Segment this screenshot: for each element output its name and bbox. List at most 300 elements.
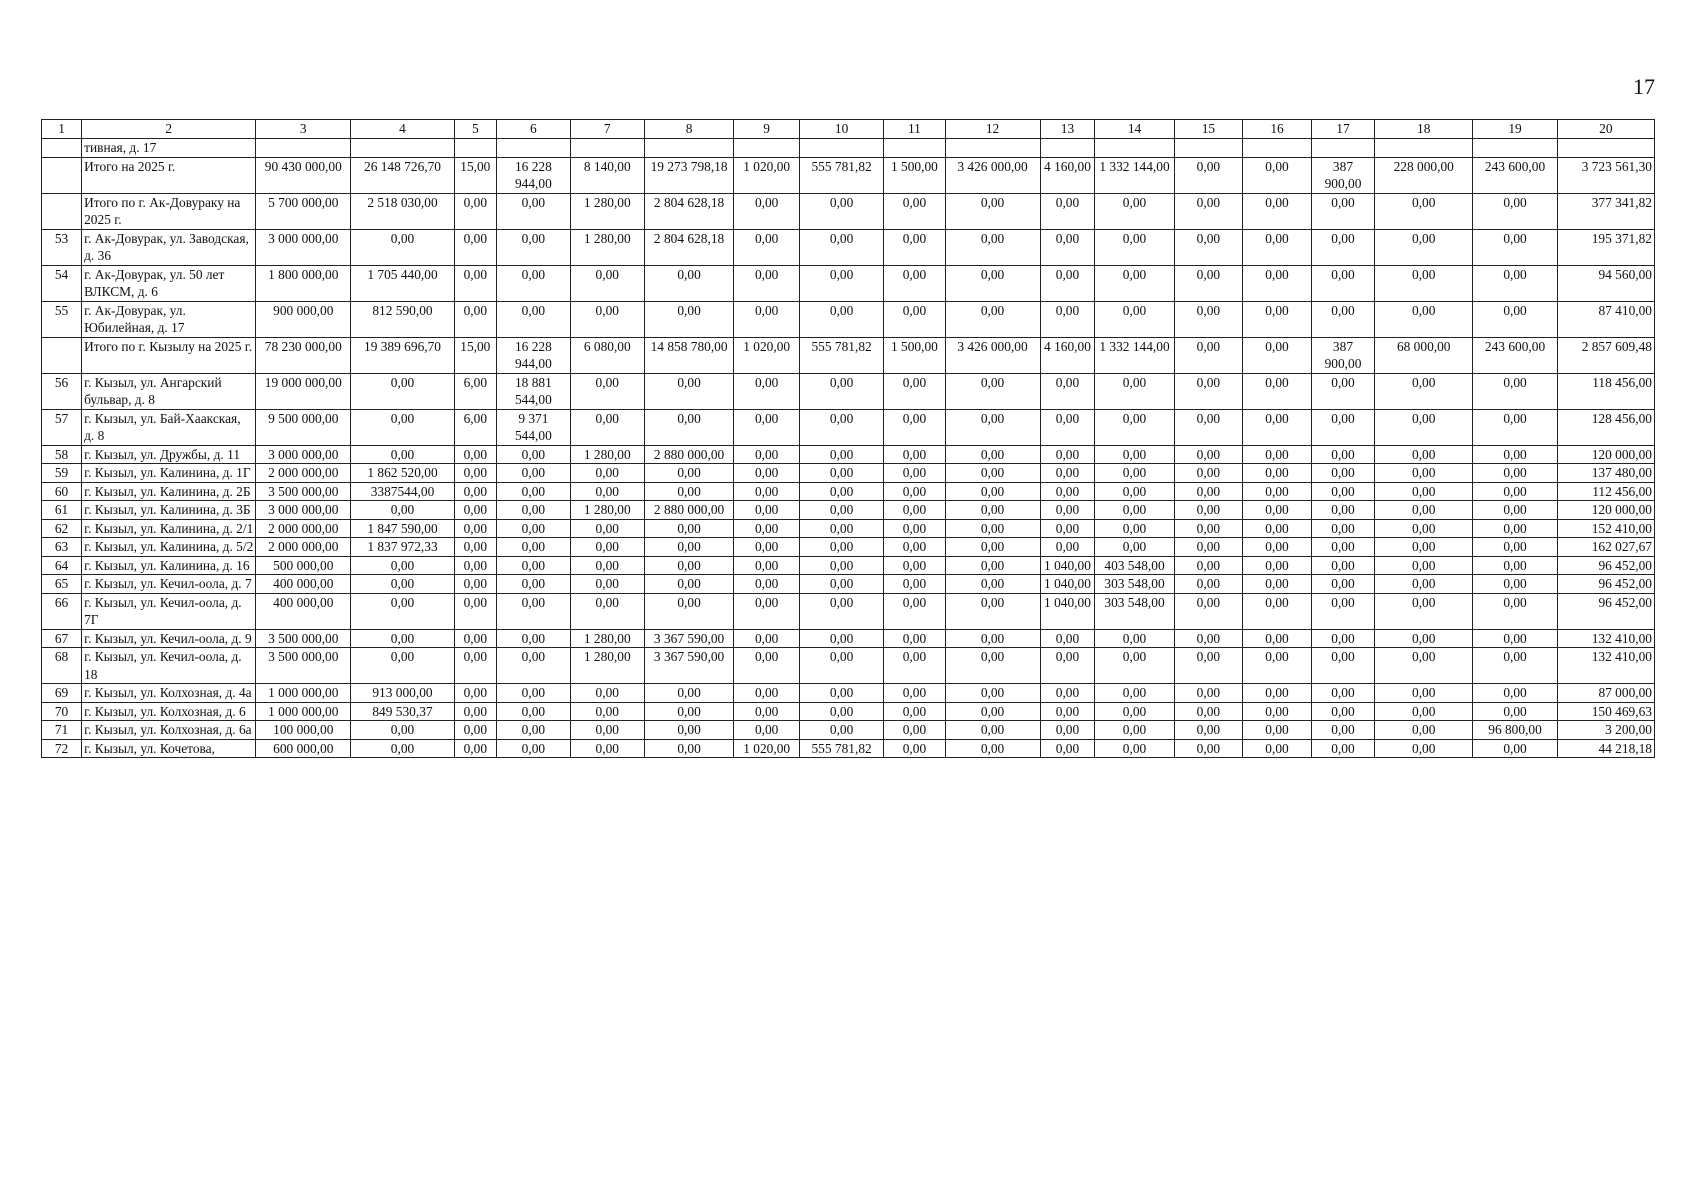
value-cell: 1 040,00 bbox=[1040, 575, 1095, 594]
value-cell: 87 410,00 bbox=[1557, 301, 1654, 337]
value-cell: 0,00 bbox=[945, 721, 1040, 740]
value-cell: 0,00 bbox=[1311, 229, 1374, 265]
value-cell: 0,00 bbox=[351, 501, 454, 520]
value-cell: 1 040,00 bbox=[1040, 593, 1095, 629]
value-cell: 9 500 000,00 bbox=[256, 409, 351, 445]
value-cell: 0,00 bbox=[1243, 337, 1312, 373]
value-cell: 0,00 bbox=[799, 482, 883, 501]
table-row bbox=[42, 538, 1655, 557]
value-cell: 0,00 bbox=[1243, 519, 1312, 538]
value-cell: 303 548,00 bbox=[1095, 575, 1174, 594]
value-cell: 0,00 bbox=[1174, 337, 1243, 373]
column-number-cell: 18 bbox=[1375, 120, 1473, 139]
row-number-cell: 60 bbox=[42, 482, 82, 501]
value-cell: 0,00 bbox=[734, 445, 799, 464]
value-cell: 0,00 bbox=[945, 519, 1040, 538]
value-cell: 0,00 bbox=[799, 519, 883, 538]
value-cell: 0,00 bbox=[496, 721, 570, 740]
value-cell: 1 847 590,00 bbox=[351, 519, 454, 538]
value-cell: 0,00 bbox=[1473, 575, 1557, 594]
value-cell: 0,00 bbox=[1174, 265, 1243, 301]
value-cell: 0,00 bbox=[1473, 593, 1557, 629]
value-cell: 1 020,00 bbox=[734, 337, 799, 373]
value-cell: 0,00 bbox=[1473, 739, 1557, 758]
value-cell: 0,00 bbox=[799, 684, 883, 703]
value-cell: 152 410,00 bbox=[1557, 519, 1654, 538]
value-cell: 387 900,00 bbox=[1311, 337, 1374, 373]
value-cell: 0,00 bbox=[884, 445, 945, 464]
value-cell: 0,00 bbox=[1375, 575, 1473, 594]
value-cell: 0,00 bbox=[1174, 229, 1243, 265]
value-cell: 0,00 bbox=[1095, 501, 1174, 520]
value-cell: 0,00 bbox=[351, 575, 454, 594]
value-cell: 0,00 bbox=[1095, 629, 1174, 648]
value-cell: 0,00 bbox=[1243, 301, 1312, 337]
address-cell: г. Кызыл, ул. Бай-Хаакская, д. 8 bbox=[82, 409, 256, 445]
value-cell: 0,00 bbox=[1174, 629, 1243, 648]
value-cell: 403 548,00 bbox=[1095, 556, 1174, 575]
column-number-cell: 17 bbox=[1311, 120, 1374, 139]
value-cell: 0,00 bbox=[454, 575, 496, 594]
value-cell: 0,00 bbox=[799, 409, 883, 445]
value-cell: 2 804 628,18 bbox=[644, 229, 734, 265]
address-cell: г. Кызыл, ул. Колхозная, д. 6 bbox=[82, 702, 256, 721]
value-cell: 0,00 bbox=[496, 538, 570, 557]
value-cell: 0,00 bbox=[734, 702, 799, 721]
table-row bbox=[42, 301, 1655, 337]
value-cell: 96 800,00 bbox=[1473, 721, 1557, 740]
value-cell: 162 027,67 bbox=[1557, 538, 1654, 557]
value-cell: 0,00 bbox=[644, 265, 734, 301]
row-number-cell: 67 bbox=[42, 629, 82, 648]
value-cell: 228 000,00 bbox=[1375, 157, 1473, 193]
value-cell: 19 000 000,00 bbox=[256, 373, 351, 409]
value-cell: 0,00 bbox=[1473, 373, 1557, 409]
value-cell: 0,00 bbox=[1243, 373, 1312, 409]
value-cell: 0,00 bbox=[644, 575, 734, 594]
value-cell: 0,00 bbox=[1375, 193, 1473, 229]
address-cell: Итого по г. Кызылу на 2025 г. bbox=[82, 337, 256, 373]
value-cell: 0,00 bbox=[734, 373, 799, 409]
value-cell: 0,00 bbox=[1243, 538, 1312, 557]
row-number-cell: 58 bbox=[42, 445, 82, 464]
value-cell: 112 456,00 bbox=[1557, 482, 1654, 501]
value-cell: 0,00 bbox=[454, 538, 496, 557]
value-cell: 0,00 bbox=[1473, 538, 1557, 557]
value-cell: 0,00 bbox=[454, 265, 496, 301]
value-cell: 0,00 bbox=[1174, 519, 1243, 538]
value-cell: 0,00 bbox=[454, 501, 496, 520]
value-cell: 0,00 bbox=[1174, 593, 1243, 629]
value-cell: 0,00 bbox=[1311, 702, 1374, 721]
table-row bbox=[42, 629, 1655, 648]
value-cell: 0,00 bbox=[1243, 721, 1312, 740]
value-cell: 0,00 bbox=[1095, 373, 1174, 409]
row-number-cell: 64 bbox=[42, 556, 82, 575]
value-cell: 0,00 bbox=[1174, 702, 1243, 721]
value-cell: 0,00 bbox=[644, 702, 734, 721]
value-cell: 0,00 bbox=[1040, 538, 1095, 557]
value-cell: 0,00 bbox=[496, 648, 570, 684]
value-cell: 0,00 bbox=[884, 739, 945, 758]
value-cell: 0,00 bbox=[799, 538, 883, 557]
value-cell: 0,00 bbox=[1040, 373, 1095, 409]
value-cell bbox=[256, 139, 351, 158]
value-cell: 0,00 bbox=[644, 373, 734, 409]
address-cell: г. Кызыл, ул. Кечил-оола, д. 7Г bbox=[82, 593, 256, 629]
value-cell: 0,00 bbox=[1243, 648, 1312, 684]
value-cell: 0,00 bbox=[945, 193, 1040, 229]
value-cell: 0,00 bbox=[734, 482, 799, 501]
address-cell: г. Кызыл, ул. Калинина, д. 2Б bbox=[82, 482, 256, 501]
value-cell: 0,00 bbox=[1473, 702, 1557, 721]
value-cell: 0,00 bbox=[945, 593, 1040, 629]
value-cell: 0,00 bbox=[570, 556, 644, 575]
value-cell: 243 600,00 bbox=[1473, 337, 1557, 373]
address-cell: г. Кызыл, ул. Калинина, д. 16 bbox=[82, 556, 256, 575]
row-number-cell bbox=[42, 139, 82, 158]
value-cell: 0,00 bbox=[1473, 482, 1557, 501]
row-number-cell: 66 bbox=[42, 593, 82, 629]
value-cell: 0,00 bbox=[1095, 721, 1174, 740]
value-cell: 0,00 bbox=[644, 519, 734, 538]
value-cell: 377 341,82 bbox=[1557, 193, 1654, 229]
value-cell: 0,00 bbox=[1040, 229, 1095, 265]
value-cell: 0,00 bbox=[1040, 519, 1095, 538]
value-cell: 0,00 bbox=[1095, 265, 1174, 301]
value-cell: 0,00 bbox=[1375, 373, 1473, 409]
value-cell: 0,00 bbox=[1473, 501, 1557, 520]
value-cell: 500 000,00 bbox=[256, 556, 351, 575]
value-cell: 0,00 bbox=[734, 593, 799, 629]
value-cell: 118 456,00 bbox=[1557, 373, 1654, 409]
value-cell: 6 080,00 bbox=[570, 337, 644, 373]
value-cell: 0,00 bbox=[1174, 556, 1243, 575]
value-cell: 120 000,00 bbox=[1557, 445, 1654, 464]
value-cell: 0,00 bbox=[734, 265, 799, 301]
value-cell: 0,00 bbox=[1040, 409, 1095, 445]
column-number-cell: 16 bbox=[1243, 120, 1312, 139]
value-cell: 0,00 bbox=[570, 721, 644, 740]
value-cell: 0,00 bbox=[454, 739, 496, 758]
row-number-cell: 53 bbox=[42, 229, 82, 265]
address-cell: г. Кызыл, ул. Колхозная, д. 4а bbox=[82, 684, 256, 703]
value-cell: 0,00 bbox=[1311, 739, 1374, 758]
value-cell: 0,00 bbox=[884, 702, 945, 721]
value-cell: 0,00 bbox=[1375, 702, 1473, 721]
value-cell: 0,00 bbox=[734, 501, 799, 520]
value-cell: 0,00 bbox=[1473, 556, 1557, 575]
value-cell: 3 426 000,00 bbox=[945, 337, 1040, 373]
value-cell: 2 880 000,00 bbox=[644, 445, 734, 464]
value-cell: 0,00 bbox=[1473, 265, 1557, 301]
row-number-cell: 63 bbox=[42, 538, 82, 557]
value-cell: 3 500 000,00 bbox=[256, 629, 351, 648]
value-cell: 0,00 bbox=[454, 593, 496, 629]
value-cell: 0,00 bbox=[1174, 538, 1243, 557]
value-cell: 0,00 bbox=[351, 629, 454, 648]
value-cell: 0,00 bbox=[1243, 409, 1312, 445]
value-cell bbox=[799, 139, 883, 158]
value-cell: 0,00 bbox=[1095, 229, 1174, 265]
value-cell: 1 500,00 bbox=[884, 337, 945, 373]
value-cell bbox=[454, 139, 496, 158]
value-cell: 0,00 bbox=[799, 301, 883, 337]
table-row bbox=[42, 482, 1655, 501]
column-number-cell: 15 bbox=[1174, 120, 1243, 139]
value-cell: 2 880 000,00 bbox=[644, 501, 734, 520]
value-cell: 0,00 bbox=[454, 684, 496, 703]
value-cell: 0,00 bbox=[644, 482, 734, 501]
column-number-cell: 5 bbox=[454, 120, 496, 139]
value-cell: 0,00 bbox=[1040, 702, 1095, 721]
value-cell: 0,00 bbox=[496, 702, 570, 721]
address-cell: г. Кызыл, ул. Калинина, д. 2/1 bbox=[82, 519, 256, 538]
value-cell: 0,00 bbox=[1040, 721, 1095, 740]
value-cell: 0,00 bbox=[884, 265, 945, 301]
value-cell: 0,00 bbox=[799, 721, 883, 740]
value-cell: 0,00 bbox=[734, 193, 799, 229]
value-cell: 0,00 bbox=[884, 648, 945, 684]
value-cell: 0,00 bbox=[1040, 648, 1095, 684]
value-cell: 0,00 bbox=[1040, 445, 1095, 464]
value-cell: 0,00 bbox=[884, 556, 945, 575]
row-number-cell bbox=[42, 193, 82, 229]
value-cell: 0,00 bbox=[1473, 445, 1557, 464]
value-cell: 0,00 bbox=[570, 575, 644, 594]
value-cell: 0,00 bbox=[454, 556, 496, 575]
value-cell: 0,00 bbox=[799, 501, 883, 520]
address-cell: г. Кызыл, ул. Калинина, д. 3Б bbox=[82, 501, 256, 520]
value-cell: 0,00 bbox=[1473, 193, 1557, 229]
value-cell: 0,00 bbox=[799, 265, 883, 301]
value-cell: 0,00 bbox=[945, 373, 1040, 409]
value-cell: 0,00 bbox=[945, 739, 1040, 758]
value-cell: 0,00 bbox=[496, 684, 570, 703]
value-cell: 0,00 bbox=[1243, 556, 1312, 575]
value-cell: 0,00 bbox=[1095, 193, 1174, 229]
value-cell: 0,00 bbox=[454, 301, 496, 337]
value-cell: 0,00 bbox=[799, 648, 883, 684]
value-cell: 0,00 bbox=[945, 556, 1040, 575]
value-cell: 0,00 bbox=[644, 556, 734, 575]
address-cell: г. Кызыл, ул. Кочетова, bbox=[82, 739, 256, 758]
value-cell: 0,00 bbox=[1311, 684, 1374, 703]
value-cell: 3 723 561,30 bbox=[1557, 157, 1654, 193]
value-cell bbox=[1174, 139, 1243, 158]
row-number-cell: 61 bbox=[42, 501, 82, 520]
column-number-cell: 7 bbox=[570, 120, 644, 139]
row-number-cell: 54 bbox=[42, 265, 82, 301]
value-cell: 0,00 bbox=[1375, 648, 1473, 684]
value-cell: 0,00 bbox=[1174, 193, 1243, 229]
column-number-cell: 4 bbox=[351, 120, 454, 139]
address-cell: Итого на 2025 г. bbox=[82, 157, 256, 193]
value-cell: 0,00 bbox=[1375, 629, 1473, 648]
value-cell: 0,00 bbox=[496, 229, 570, 265]
value-cell: 0,00 bbox=[799, 593, 883, 629]
row-number-cell bbox=[42, 337, 82, 373]
address-cell: г. Кызыл, ул. Калинина, д. 5/2 bbox=[82, 538, 256, 557]
value-cell: 0,00 bbox=[454, 445, 496, 464]
value-cell: 400 000,00 bbox=[256, 593, 351, 629]
value-cell: 0,00 bbox=[454, 482, 496, 501]
value-cell: 0,00 bbox=[570, 739, 644, 758]
value-cell: 0,00 bbox=[1311, 575, 1374, 594]
value-cell: 0,00 bbox=[351, 648, 454, 684]
value-cell: 0,00 bbox=[570, 464, 644, 483]
value-cell: 0,00 bbox=[734, 464, 799, 483]
value-cell: 0,00 bbox=[1311, 373, 1374, 409]
value-cell: 0,00 bbox=[1174, 301, 1243, 337]
value-cell: 0,00 bbox=[1375, 556, 1473, 575]
value-cell: 0,00 bbox=[734, 575, 799, 594]
value-cell: 2 518 030,00 bbox=[351, 193, 454, 229]
value-cell bbox=[1243, 139, 1312, 158]
value-cell: 0,00 bbox=[644, 593, 734, 629]
value-cell: 0,00 bbox=[1040, 464, 1095, 483]
value-cell: 3 000 000,00 bbox=[256, 445, 351, 464]
value-cell: 0,00 bbox=[1095, 648, 1174, 684]
value-cell: 0,00 bbox=[1311, 464, 1374, 483]
value-cell: 0,00 bbox=[1473, 464, 1557, 483]
row-number-cell: 71 bbox=[42, 721, 82, 740]
value-cell: 0,00 bbox=[799, 193, 883, 229]
value-cell bbox=[945, 139, 1040, 158]
value-cell: 0,00 bbox=[1311, 519, 1374, 538]
column-number-cell: 10 bbox=[799, 120, 883, 139]
value-cell bbox=[644, 139, 734, 158]
value-cell: 0,00 bbox=[1174, 157, 1243, 193]
value-cell: 0,00 bbox=[1040, 684, 1095, 703]
value-cell: 44 218,18 bbox=[1557, 739, 1654, 758]
value-cell: 0,00 bbox=[799, 556, 883, 575]
value-cell: 0,00 bbox=[454, 702, 496, 721]
value-cell: 0,00 bbox=[1311, 556, 1374, 575]
column-number-cell: 13 bbox=[1040, 120, 1095, 139]
table-row bbox=[42, 464, 1655, 483]
value-cell: 0,00 bbox=[1375, 519, 1473, 538]
value-cell: 0,00 bbox=[884, 538, 945, 557]
value-cell: 0,00 bbox=[1375, 684, 1473, 703]
table-row bbox=[42, 409, 1655, 445]
value-cell: 0,00 bbox=[734, 519, 799, 538]
value-cell: 0,00 bbox=[945, 648, 1040, 684]
value-cell: 3 367 590,00 bbox=[644, 648, 734, 684]
value-cell: 0,00 bbox=[644, 409, 734, 445]
value-cell: 0,00 bbox=[1095, 445, 1174, 464]
table-row bbox=[42, 501, 1655, 520]
value-cell: 0,00 bbox=[1095, 464, 1174, 483]
value-cell: 0,00 bbox=[799, 702, 883, 721]
value-cell: 0,00 bbox=[1040, 193, 1095, 229]
value-cell: 1 862 520,00 bbox=[351, 464, 454, 483]
row-number-cell: 68 bbox=[42, 648, 82, 684]
value-cell: 0,00 bbox=[884, 193, 945, 229]
table-row bbox=[42, 684, 1655, 703]
value-cell: 3387544,00 bbox=[351, 482, 454, 501]
value-cell: 120 000,00 bbox=[1557, 501, 1654, 520]
value-cell: 0,00 bbox=[884, 593, 945, 629]
address-cell: г. Ак-Довурак, ул. 50 лет ВЛКСМ, д. 6 bbox=[82, 265, 256, 301]
value-cell: 96 452,00 bbox=[1557, 556, 1654, 575]
value-cell: 0,00 bbox=[1473, 409, 1557, 445]
value-cell bbox=[1375, 139, 1473, 158]
value-cell: 0,00 bbox=[945, 575, 1040, 594]
value-cell: 555 781,82 bbox=[799, 337, 883, 373]
value-cell: 0,00 bbox=[496, 482, 570, 501]
value-cell: 0,00 bbox=[1311, 193, 1374, 229]
value-cell: 0,00 bbox=[1243, 464, 1312, 483]
value-cell: 0,00 bbox=[945, 538, 1040, 557]
value-cell: 0,00 bbox=[1095, 519, 1174, 538]
value-cell: 600 000,00 bbox=[256, 739, 351, 758]
value-cell: 1 020,00 bbox=[734, 157, 799, 193]
value-cell: 0,00 bbox=[945, 702, 1040, 721]
value-cell: 0,00 bbox=[734, 409, 799, 445]
value-cell: 0,00 bbox=[1311, 629, 1374, 648]
value-cell: 1 000 000,00 bbox=[256, 684, 351, 703]
column-number-cell: 14 bbox=[1095, 120, 1174, 139]
value-cell: 0,00 bbox=[884, 373, 945, 409]
value-cell: 15,00 bbox=[454, 337, 496, 373]
column-number-cell: 6 bbox=[496, 120, 570, 139]
value-cell: 0,00 bbox=[1311, 501, 1374, 520]
value-cell: 3 367 590,00 bbox=[644, 629, 734, 648]
value-cell: 0,00 bbox=[454, 721, 496, 740]
value-cell: 0,00 bbox=[496, 301, 570, 337]
value-cell: 0,00 bbox=[1040, 301, 1095, 337]
value-cell: 0,00 bbox=[1174, 445, 1243, 464]
value-cell: 303 548,00 bbox=[1095, 593, 1174, 629]
value-cell: 0,00 bbox=[1311, 721, 1374, 740]
value-cell bbox=[496, 139, 570, 158]
value-cell: 243 600,00 bbox=[1473, 157, 1557, 193]
value-cell: 0,00 bbox=[1311, 445, 1374, 464]
value-cell: 387 900,00 bbox=[1311, 157, 1374, 193]
address-cell: г. Кызыл, ул. Колхозная, д. 6а bbox=[82, 721, 256, 740]
value-cell: 0,00 bbox=[1375, 739, 1473, 758]
value-cell: 5 700 000,00 bbox=[256, 193, 351, 229]
column-number-cell: 9 bbox=[734, 120, 799, 139]
value-cell: 0,00 bbox=[734, 538, 799, 557]
value-cell: 0,00 bbox=[734, 229, 799, 265]
value-cell: 0,00 bbox=[1473, 684, 1557, 703]
value-cell: 0,00 bbox=[884, 575, 945, 594]
value-cell: 0,00 bbox=[1243, 482, 1312, 501]
value-cell: 0,00 bbox=[1243, 157, 1312, 193]
value-cell: 0,00 bbox=[1174, 501, 1243, 520]
value-cell bbox=[1311, 139, 1374, 158]
value-cell: 0,00 bbox=[945, 464, 1040, 483]
value-cell: 132 410,00 bbox=[1557, 648, 1654, 684]
table-row bbox=[42, 445, 1655, 464]
value-cell bbox=[351, 139, 454, 158]
value-cell: 0,00 bbox=[496, 593, 570, 629]
value-cell: 0,00 bbox=[570, 593, 644, 629]
value-cell: 0,00 bbox=[1311, 648, 1374, 684]
page-number: 17 bbox=[1633, 74, 1655, 99]
table-row bbox=[42, 519, 1655, 538]
value-cell: 0,00 bbox=[1243, 575, 1312, 594]
value-cell: 0,00 bbox=[570, 519, 644, 538]
value-cell: 3 500 000,00 bbox=[256, 648, 351, 684]
value-cell: 0,00 bbox=[1095, 409, 1174, 445]
column-number-cell: 12 bbox=[945, 120, 1040, 139]
value-cell: 0,00 bbox=[1311, 538, 1374, 557]
value-cell bbox=[1557, 139, 1654, 158]
value-cell: 0,00 bbox=[1243, 629, 1312, 648]
